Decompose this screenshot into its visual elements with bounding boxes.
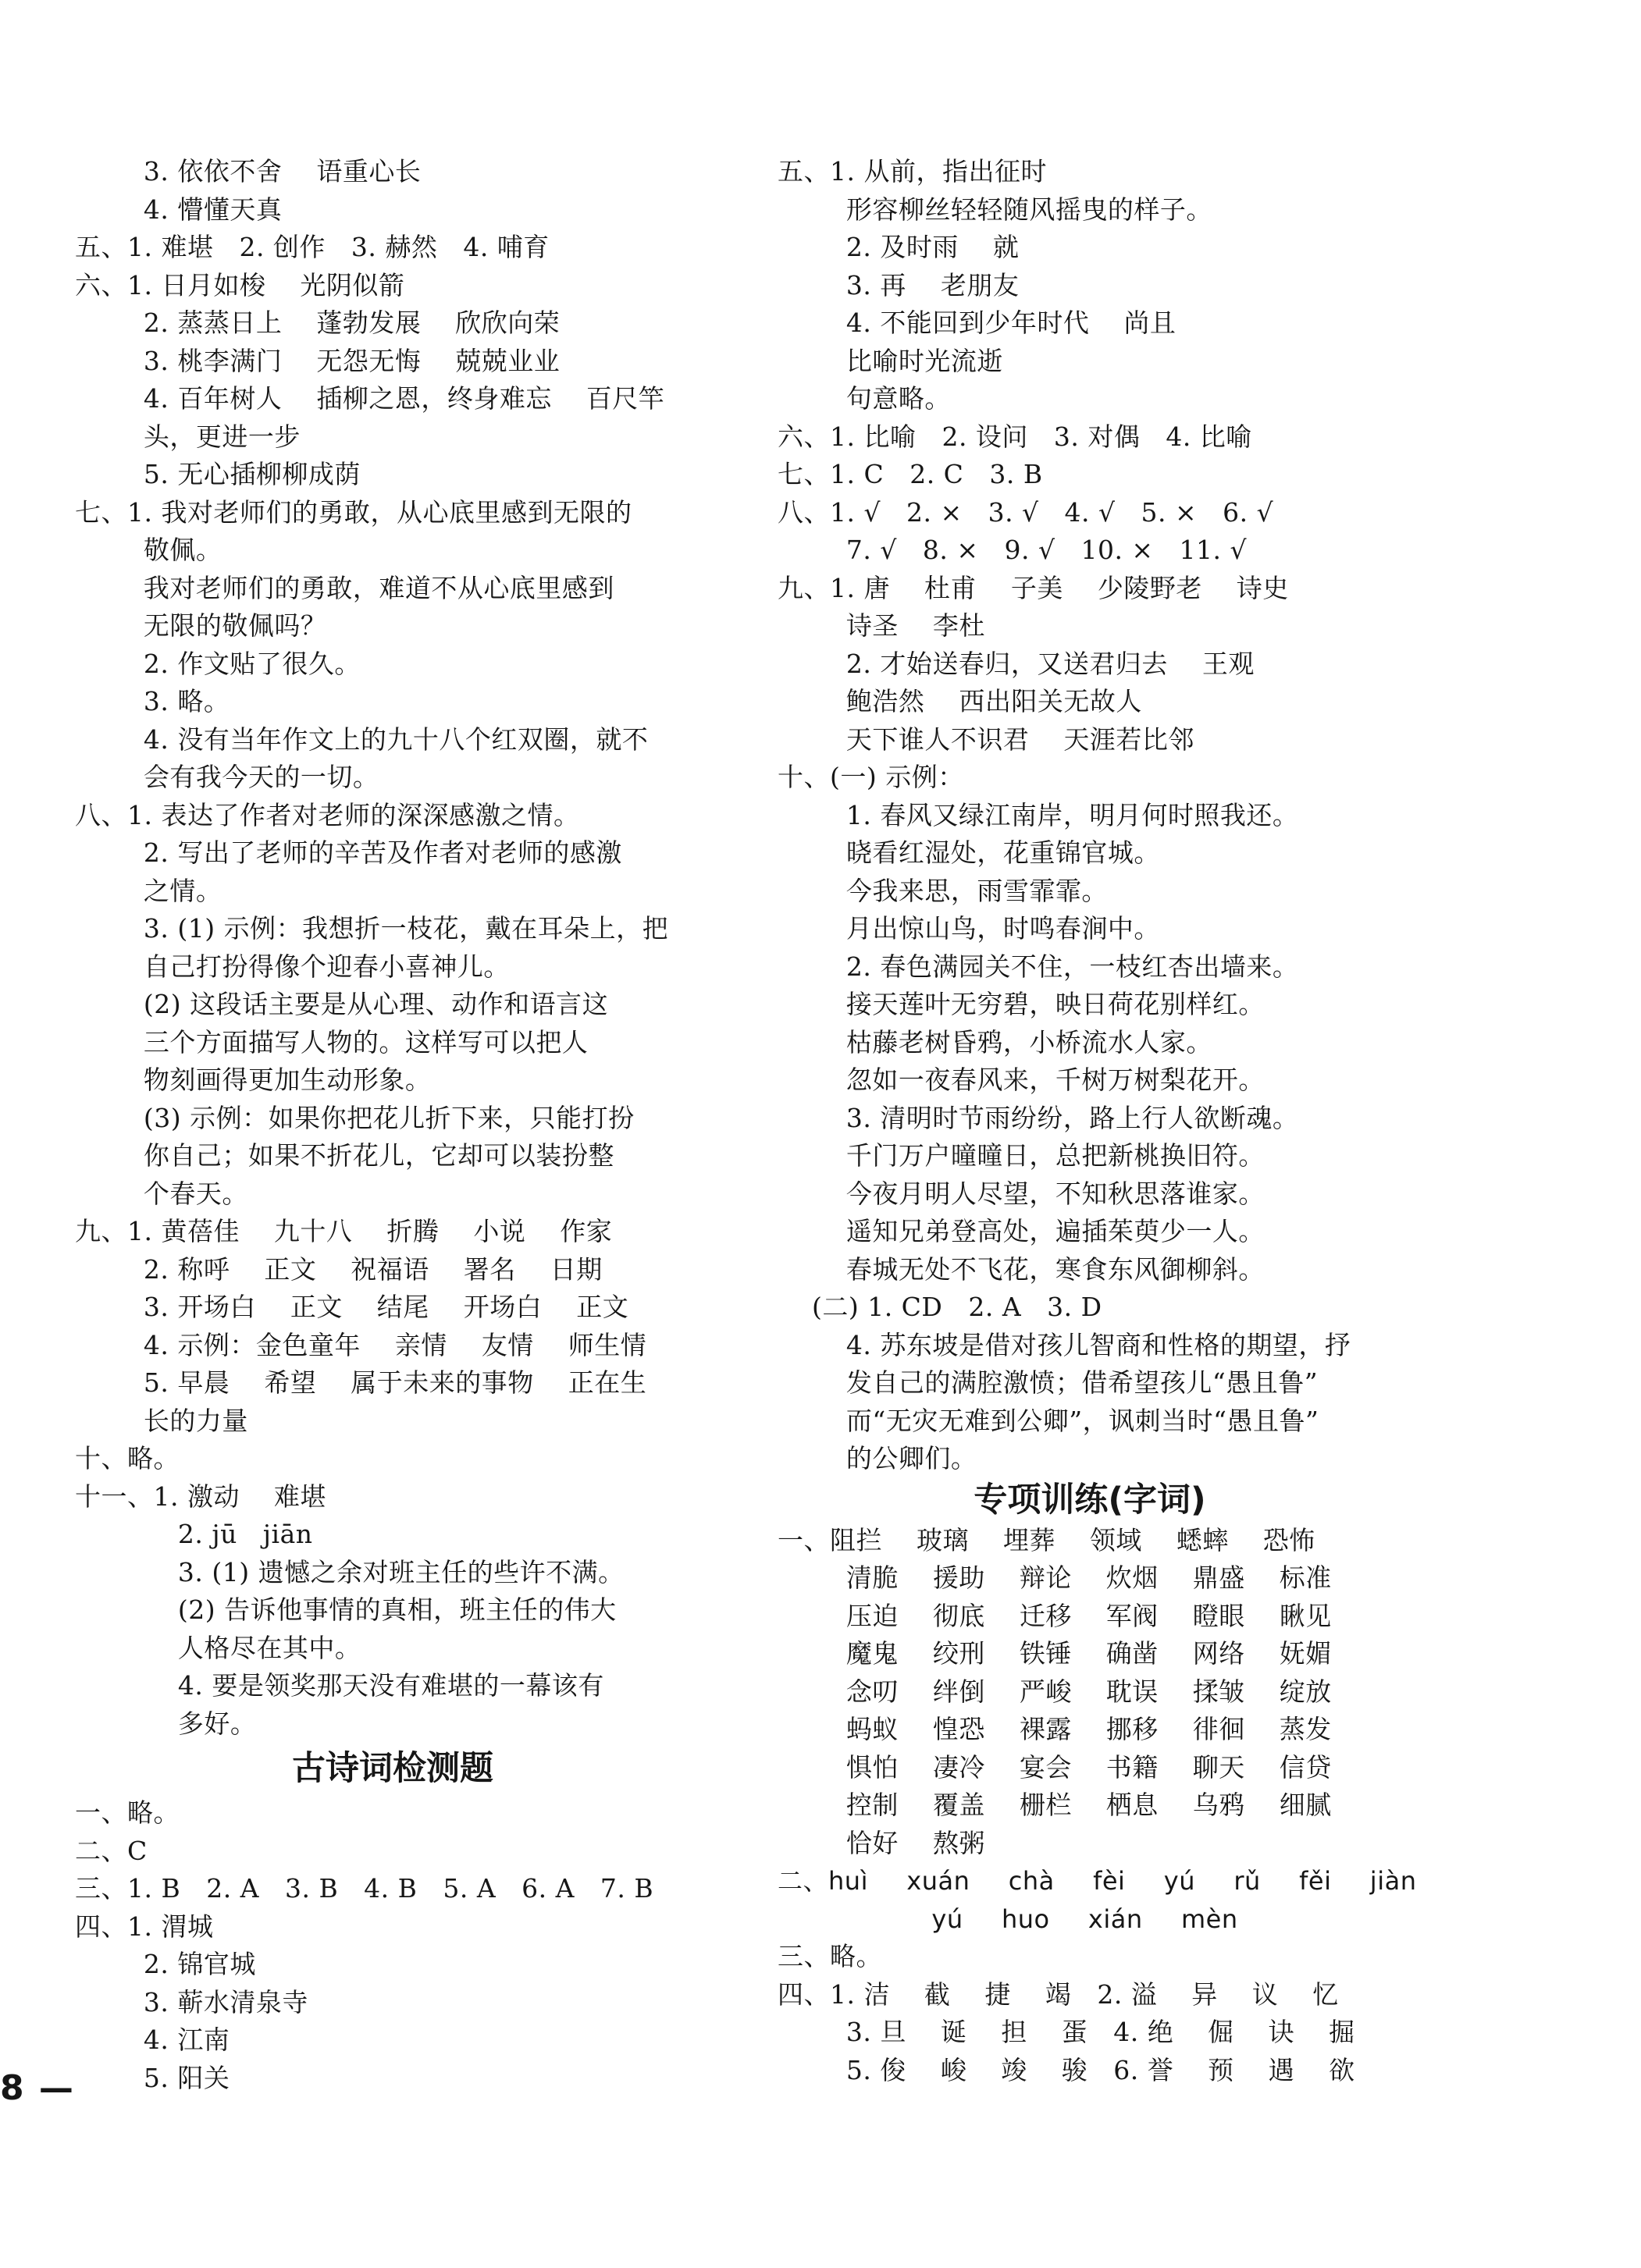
answer-line: 接天莲叶无穷碧，映日荷花别样红。 <box>778 989 1265 1019</box>
answer-line: 天下谁人不识君 天涯若比邻 <box>778 723 1194 755</box>
answer-line: 春城无处不飞花，寒食东风御柳斜。 <box>778 1253 1265 1285</box>
pinyin-line: yú huo xián mèn <box>778 1904 1238 1934</box>
answer-line: 控制 覆盖 栅栏 栖息 乌鸦 细腻 <box>778 1790 1332 1820</box>
answer-line: 鲍浩然 西出阳关无故人 <box>778 686 1142 716</box>
answer-line: 晓看红湿处，花重锦官城。 <box>778 837 1160 868</box>
answer-line: 比喻时光流逝 <box>778 345 1003 376</box>
page-number: 8 — <box>0 2068 75 2108</box>
answer-line: 3. 依依不舍 语重心长 <box>75 156 422 187</box>
answer-line: 蚂蚁 惶恐 裸露 挪移 徘徊 蒸发 <box>778 1714 1332 1744</box>
answer-line: 恰好 熬粥 <box>778 1827 985 1858</box>
answer-line: 句意略。 <box>778 383 951 414</box>
answer-line: 形容柳丝轻轻随风摇曳的样子。 <box>778 194 1212 225</box>
answer-line: 4. 示例：金色童年 亲情 友情 师生情 <box>75 1329 647 1360</box>
answer-line: 的公卿们。 <box>778 1443 977 1473</box>
answer-line: 2. 称呼 正文 祝福语 署名 日期 <box>75 1253 603 1285</box>
answer-line: 三、略。 <box>778 1941 882 1971</box>
answer-line: 我对老师们的勇敢，难道不从心底里感到 <box>75 572 614 603</box>
section-heading: 专项训练(字词) <box>974 1480 1206 1520</box>
answer-line: 二、C <box>75 1835 148 1866</box>
answer-line: 头，更进一步 <box>75 421 301 452</box>
answer-line: 惧怕 凄冷 宴会 书籍 聊天 信贷 <box>778 1751 1332 1783</box>
answer-line: 九、1. 唐 杜甫 子美 少陵野老 诗史 <box>778 572 1289 603</box>
answer-line: 4. 江南 <box>75 2024 230 2055</box>
answer-line: 2. 及时雨 就 <box>778 232 1020 262</box>
answer-line: 五、1. 从前，指出征时 <box>778 156 1047 187</box>
answer-line: 枯藤老树昏鸦，小桥流水人家。 <box>778 1026 1212 1058</box>
answer-line: 3. 再 老朋友 <box>778 269 1020 300</box>
answer-line: 5. 无心插柳柳成荫 <box>75 459 361 489</box>
answer-line: 而“无灾无难到公卿”，讽刺当时“愚且鲁” <box>778 1405 1319 1436</box>
answer-line: 清脆 援助 辩论 炊烟 鼎盛 标准 <box>778 1562 1332 1593</box>
answer-line: 人格尽在其中。 <box>75 1632 361 1663</box>
answer-line: 1. 春风又绿江南岸，明月何时照我还。 <box>778 799 1299 830</box>
answer-line: 遥知兄弟登高处，遍插茱萸少一人。 <box>778 1216 1265 1246</box>
answer-line: 三个方面描写人物的。这样写可以把人 <box>75 1026 589 1058</box>
answer-line: 七、1. 我对老师们的勇敢，从心底里感到无限的 <box>75 496 632 528</box>
section-heading: 古诗词检测题 <box>292 1749 493 1788</box>
answer-line: 四、1. 洁 截 捷 竭 2. 溢 异 议 忆 <box>778 1978 1339 2010</box>
answer-line: 三、1. B 2. A 3. B 4. B 5. A 6. A 7. B <box>75 1873 654 1904</box>
answer-line: 3. 略。 <box>75 686 230 716</box>
answer-line: (二) 1. CD 2. A 3. D <box>778 1292 1102 1322</box>
answer-line: 六、1. 比喻 2. 设问 3. 对偶 4. 比喻 <box>778 421 1252 452</box>
answer-line: (3) 示例：如果你把花儿折下来，只能打扮 <box>75 1102 635 1133</box>
answer-line: 2. 写出了老师的辛苦及作者对老师的感激 <box>75 837 622 868</box>
answer-line: 5. 俊 峻 竣 骏 6. 誉 预 遇 欲 <box>778 2054 1355 2085</box>
answer-line: 4. 懵懂天真 <box>75 194 283 225</box>
answer-line: 物刻画得更加生动形象。 <box>75 1065 432 1095</box>
answer-line: 十、略。 <box>75 1443 180 1473</box>
answer-line: 压迫 彻底 迁移 军阀 瞪眼 瞅见 <box>778 1600 1332 1631</box>
answer-line: 2. 才始送春归，又送君归去 王观 <box>778 648 1255 679</box>
answer-line: 九、1. 黄蓓佳 九十八 折腾 小说 作家 <box>75 1216 613 1246</box>
answer-line: 个春天。 <box>75 1178 248 1209</box>
answer-line: 3. 清明时节雨纷纷，路上行人欲断魂。 <box>778 1102 1299 1133</box>
answer-line: 3. 桃李满门 无怨无悔 兢兢业业 <box>75 345 561 376</box>
answer-line: 3. (1) 示例：我想折一枝花，戴在耳朵上，把 <box>75 913 669 944</box>
answer-line: 一、略。 <box>75 1797 180 1828</box>
answer-line: 3. 旦 诞 担 蛋 4. 绝 倔 诀 掘 <box>778 2017 1355 2047</box>
answer-line: 5. 早晨 希望 属于未来的事物 正在生 <box>75 1367 647 1398</box>
answer-line: 2. 锦官城 <box>75 1949 256 1979</box>
answer-line: 长的力量 <box>75 1405 248 1436</box>
answer-line: 忽如一夜春风来，千树万树梨花开。 <box>778 1065 1265 1095</box>
answer-line: (2) 告诉他事情的真相，班主任的伟大 <box>75 1594 617 1625</box>
answer-line: 4. 要是领奖那天没有难堪的一幕该有 <box>75 1670 604 1701</box>
answer-line: 七、1. C 2. C 3. B <box>778 459 1043 489</box>
answer-line: 3. 开场白 正文 结尾 开场白 正文 <box>75 1292 629 1322</box>
answer-line: 4. 不能回到少年时代 尚且 <box>778 307 1176 338</box>
answer-line: 7. √ 8. × 9. √ 10. × 11. √ <box>778 535 1248 565</box>
answer-line: 无限的敬佩吗？ <box>75 610 327 641</box>
answer-line: 八、1. √ 2. × 3. √ 4. √ 5. × 6. √ <box>778 496 1274 528</box>
answer-line: (2) 这段话主要是从心理、动作和语言这 <box>75 989 609 1019</box>
answer-line: 2. 蒸蒸日上 蓬勃发展 欣欣向荣 <box>75 307 561 338</box>
answer-line: 敬佩。 <box>75 535 222 565</box>
answer-line: 你自己；如果不折花儿，它却可以装扮整 <box>75 1140 614 1171</box>
answer-line: 八、1. 表达了作者对老师的深深感激之情。 <box>75 799 580 830</box>
answer-line: 5. 阳关 <box>75 2062 230 2093</box>
answer-line: 发自己的满腔激愤；借希望孩儿“愚且鲁” <box>778 1367 1319 1398</box>
answer-line: 千门万户曈曈日，总把新桃换旧符。 <box>778 1140 1265 1171</box>
answer-line: 2. 春色满园关不住，一枝红杏出墙来。 <box>778 951 1299 982</box>
answer-line: 4. 苏东坡是借对孩儿智商和性格的期望，抒 <box>778 1329 1351 1360</box>
answer-line: 4. 百年树人 插柳之恩，终身难忘 百尺竿 <box>75 383 665 414</box>
answer-line: 之情。 <box>75 875 222 906</box>
answer-line: 今夜月明人尽望，不知秋思落谁家。 <box>778 1178 1265 1209</box>
answer-line: 十一、1. 激动 难堪 <box>75 1481 326 1512</box>
answer-line: 2. jū jiān <box>75 1519 313 1549</box>
answer-line: 六、1. 日月如梭 光阴似箭 <box>75 269 405 300</box>
answer-line: 会有我今天的一切。 <box>75 762 379 792</box>
answer-line: 2. 作文贴了很久。 <box>75 648 361 679</box>
answer-line: 一、阻拦 玻璃 埋葬 领域 蟋蟀 恐怖 <box>778 1524 1315 1555</box>
answer-line: 诗圣 李杜 <box>778 610 985 641</box>
answer-line: 4. 没有当年作文上的九十八个红双圈，就不 <box>75 723 649 755</box>
right-column <box>778 153 1417 2089</box>
answer-line: 3. 蕲水清泉寺 <box>75 1986 308 2017</box>
answer-line: 魔鬼 绞刑 铁锤 确凿 网络 妩媚 <box>778 1638 1332 1669</box>
answer-line: 月出惊山鸟，时鸣春涧中。 <box>778 913 1160 944</box>
left-column <box>75 153 692 2097</box>
answer-line: 十、(一) 示例： <box>778 762 964 792</box>
answer-line: 自己打扮得像个迎春小喜神儿。 <box>75 951 510 982</box>
answer-line: 五、1. 难堪 2. 创作 3. 赫然 4. 哺育 <box>75 232 550 262</box>
answer-line: 四、1. 渭城 <box>75 1911 214 1942</box>
answer-line: 多好。 <box>75 1708 257 1739</box>
answer-line: 念叨 绊倒 严峻 耽误 揉皱 绽放 <box>778 1676 1332 1707</box>
answer-line: 今我来思，雨雪霏霏。 <box>778 875 1108 906</box>
answer-line: 3. (1) 遗憾之余对班主任的些许不满。 <box>75 1556 625 1587</box>
pinyin-line: 二、huì xuán chà fèi yú rǔ fěi jiàn <box>778 1866 1417 1896</box>
